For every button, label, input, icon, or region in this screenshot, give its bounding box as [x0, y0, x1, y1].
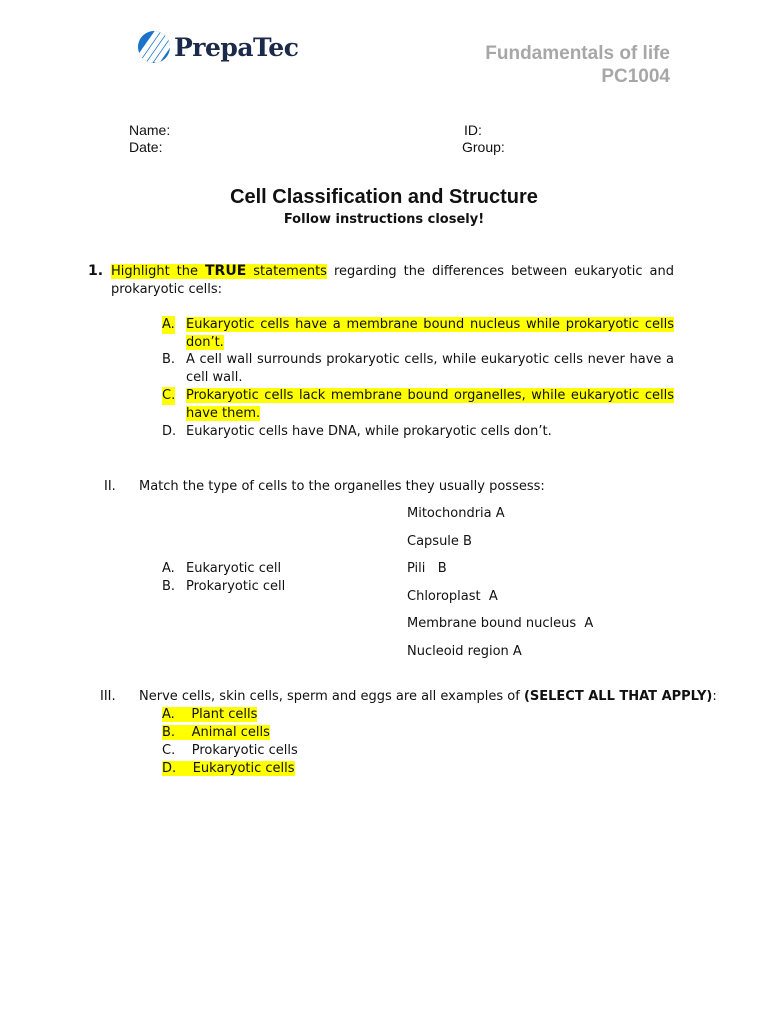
prepatec-logo	[138, 30, 298, 64]
question-1-prompt	[111, 262, 674, 299]
course-info	[485, 42, 670, 88]
option-letter: A.	[162, 707, 175, 722]
option-row	[162, 707, 257, 722]
q3-option-d	[162, 760, 295, 778]
organelle-item: Nucleoid region A	[407, 644, 522, 659]
page-subtitle: Follow instructions closely!	[283, 212, 485, 227]
option-letter: B.	[162, 352, 176, 367]
name-field-label: Name:	[129, 122, 171, 138]
option-text: Animal cells	[191, 725, 270, 740]
option-letter: A.	[162, 317, 175, 332]
q1-option-d	[162, 423, 674, 441]
question-3-colon: :	[712, 689, 717, 704]
page-title: Cell Classification and Structure	[230, 186, 538, 208]
q1-option-b	[162, 351, 674, 387]
group-field-label: Group:	[462, 139, 505, 155]
highlight-suffix: statements	[253, 264, 327, 279]
option-row	[162, 761, 295, 776]
course-code: PC1004	[601, 66, 670, 87]
question-1-number: 1.	[88, 263, 104, 279]
highlight-prefix: Highlight the	[111, 264, 199, 279]
cell-type-a-letter: A.	[162, 561, 175, 576]
cell-type-a: Eukaryotic cell	[186, 561, 282, 576]
option-text: Prokaryotic cells lack membrane bound organelles, while eukaryotic cells have them.	[186, 388, 674, 421]
option-text: Plant cells	[191, 707, 258, 722]
organelle-item: Pili B	[407, 561, 447, 576]
option-row	[162, 725, 270, 740]
q3-option-a	[162, 706, 257, 724]
course-name: Fundamentals of life	[485, 43, 670, 64]
question-3-number: III.	[100, 689, 116, 704]
option-letter: D.	[162, 424, 177, 439]
question-3-prompt	[139, 688, 717, 706]
cell-type-b: Prokaryotic cell	[186, 579, 286, 594]
option-text: Eukaryotic cells have DNA, while prokaryotic cells don’t.	[186, 424, 552, 439]
question-2-number: II.	[104, 479, 116, 494]
option-letter: B.	[162, 725, 176, 740]
q1-option-a	[162, 316, 674, 352]
id-field-label: ID:	[464, 122, 482, 138]
option-letter: D.	[162, 761, 177, 776]
option-letter: C.	[162, 743, 176, 758]
cell-type-b-letter: B.	[162, 579, 176, 594]
question-3-emphasis: (SELECT ALL THAT APPLY)	[523, 689, 713, 704]
option-text: Eukaryotic cells	[192, 761, 295, 776]
option-text: Eukaryotic cells have a membrane bound nucleus while prokaryotic cells don’t.	[186, 317, 674, 350]
option-text: Prokaryotic cells	[191, 743, 298, 758]
date-field-label: Date:	[129, 139, 163, 155]
question-3-text: Nerve cells, skin cells, sperm and eggs are all examples of	[139, 689, 520, 704]
question-1-highlight-instruction	[111, 264, 327, 279]
q3-option-c	[162, 742, 298, 760]
organelle-item: Mitochondria A	[407, 506, 505, 521]
globe-icon	[138, 31, 170, 63]
q1-option-c	[162, 387, 674, 423]
question-2-prompt: Match the type of cells to the organelles they usually possess:	[139, 479, 545, 494]
organelle-item: Capsule B	[407, 534, 472, 549]
logo-text: PrepaTec	[174, 32, 299, 62]
option-letter: C.	[162, 388, 176, 403]
q3-option-b	[162, 724, 270, 742]
option-text: A cell wall surrounds prokaryotic cells, while eukaryotic cells never have a cell wall.	[186, 352, 674, 385]
organelle-item: Membrane bound nucleus A	[407, 616, 594, 631]
organelle-item: Chloroplast A	[407, 589, 498, 604]
question-1-rest: regarding the differences between eukaryotic and prokaryotic cells:	[111, 264, 674, 297]
true-word: TRUE	[205, 263, 247, 279]
